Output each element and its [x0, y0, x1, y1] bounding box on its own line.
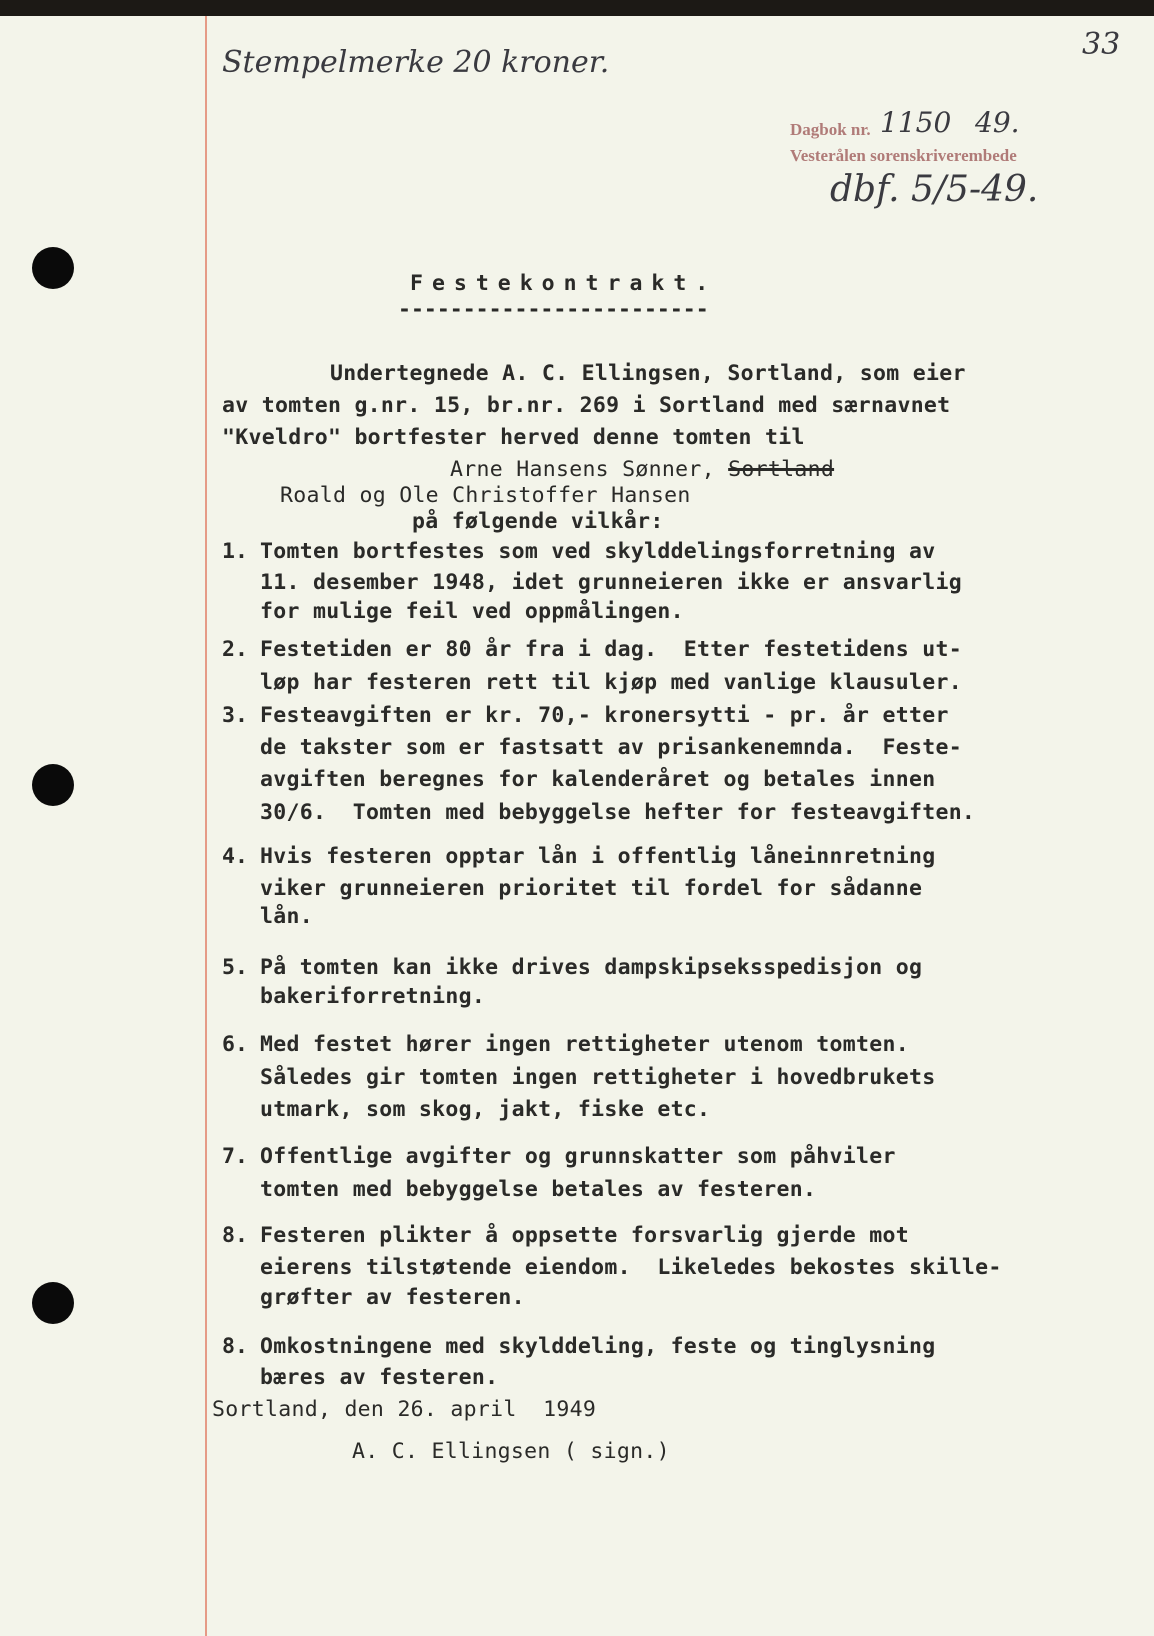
item-line: På tomten kan ikke drives dampskipseksspedisjon og [260, 955, 923, 980]
item-line: viker grunneieren prioritet til fordel for sådanne [260, 876, 923, 901]
punch-hole [32, 764, 74, 806]
party-names: Roald og Ole Christoffer Hansen [280, 483, 691, 508]
item-line: Således gir tomten ingen rettigheter i hovedbrukets [260, 1065, 936, 1090]
page-number: 33 [1082, 27, 1121, 62]
intro-line: Undertegnede A. C. Ellingsen, Sortland, som eier [330, 361, 966, 386]
item-number: 8. [222, 1223, 248, 1248]
item-line: Festetiden er 80 år fra i dag. Etter festetidens ut- [260, 637, 962, 662]
struck-text: Sortland [728, 457, 835, 482]
punch-hole [32, 1282, 74, 1324]
item-line: 30/6. Tomten med bebyggelse hefter for festeavgiften. [260, 800, 976, 825]
item-line: løp har festeren rett til kjøp med vanlige klausuler. [260, 670, 962, 695]
document-title: Festekontrakt. [410, 271, 718, 296]
item-number: 6. [222, 1032, 248, 1057]
place-date-prefix: Sortland, den [212, 1397, 385, 1422]
item-line: Festeren plikter å oppsette forsvarlig gjerde mot [260, 1223, 909, 1248]
stamp-office: Vesterålen sorenskriverembede [790, 146, 1017, 165]
party-name: Arne Hansens Sønner, [450, 457, 715, 482]
item-line: 11. desember 1948, idet grunneieren ikke er ansvarlig [260, 570, 962, 595]
item-line: Offentlige avgifter og grunnskatter som påhviler [260, 1144, 896, 1169]
item-line: lån. [260, 904, 313, 929]
dagbok-number: 1150 [880, 106, 952, 139]
intro-line: "Kveldro" bortfester herved denne tomten til [222, 425, 805, 450]
item-line: Med festet hører ingen rettigheter utenom tomten. [260, 1032, 909, 1057]
registration-note: dbf. 5/5-49. [830, 169, 1039, 210]
item-line: Festeavgiften er kr. 70,- kronersytti - pr. år etter [260, 703, 949, 728]
item-number: 1. [222, 539, 248, 564]
item-line: eierens tilstøtende eiendom. Likeledes bekostes skille- [260, 1255, 1002, 1280]
item-line: utmark, som skog, jakt, fiske etc. [260, 1097, 711, 1122]
item-line: Hvis festeren opptar lån i offentlig låneinnretning [260, 844, 936, 869]
intro-line: av tomten g.nr. 15, br.nr. 269 i Sortland med særnavnet [222, 393, 951, 418]
item-number: 8. [222, 1334, 248, 1359]
date: 26. april 1949 [397, 1397, 597, 1422]
item-line: Omkostningene med skylddeling, feste og tinglysning [260, 1334, 936, 1359]
scan-border [0, 0, 1154, 16]
item-line: bakeriforretning. [260, 984, 486, 1009]
item-line: grøfter av festeren. [260, 1285, 525, 1310]
item-line: de takster som er fastsatt av prisankenemnda. Feste- [260, 735, 962, 760]
margin-line [205, 16, 207, 1636]
place-date [212, 1398, 596, 1422]
party-line [450, 458, 834, 482]
item-number: 5. [222, 955, 248, 980]
item-line: bæres av festeren. [260, 1365, 499, 1390]
item-line: tomten med bebyggelse betales av festeren. [260, 1177, 817, 1202]
signature: A. C. Ellingsen ( sign.) [352, 1439, 670, 1464]
item-number: 2. [222, 637, 248, 662]
item-number: 4. [222, 844, 248, 869]
item-number: 3. [222, 703, 248, 728]
punch-hole [32, 247, 74, 289]
stamp-dagbok-label: Dagbok nr. [790, 120, 871, 139]
item-number: 7. [222, 1144, 248, 1169]
title-underline: ------------------------ [398, 297, 709, 322]
item-line: for mulige feil ved oppmålingen. [260, 599, 684, 624]
handwritten-stamp-note: Stempelmerke 20 kroner. [222, 45, 610, 80]
item-line: avgiften beregnes for kalenderåret og betales innen [260, 767, 936, 792]
dagbok-year: 49. [975, 106, 1020, 139]
conditions-intro: på følgende vilkår: [412, 509, 664, 534]
item-line: Tomten bortfestes som ved skylddelingsforretning av [260, 539, 936, 564]
